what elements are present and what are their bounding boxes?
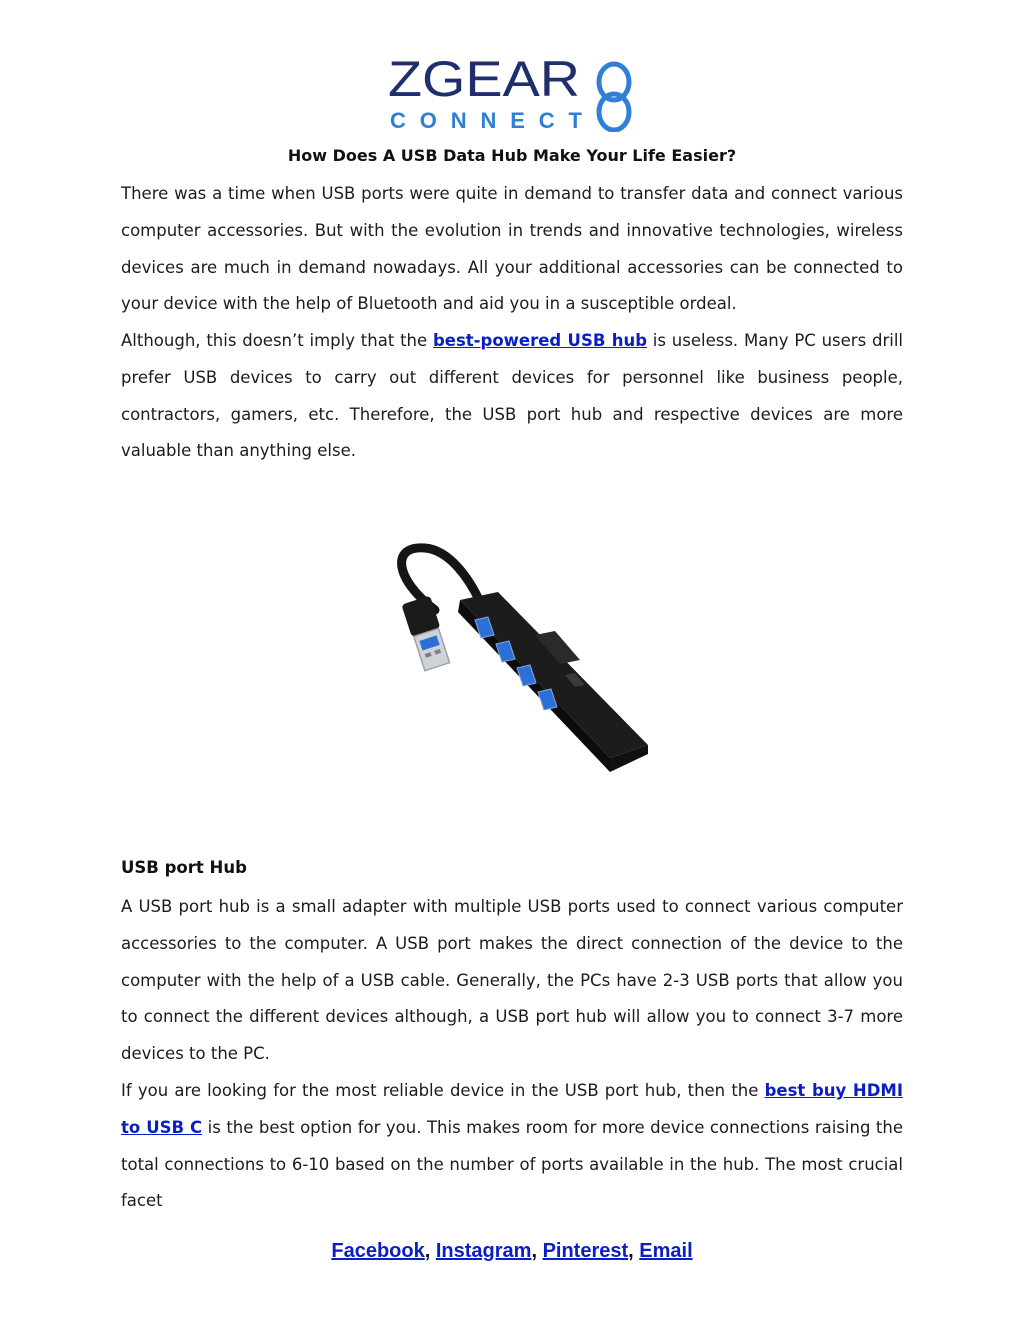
pinterest-link[interactable]: Pinterest <box>542 1240 629 1262</box>
article-title: How Does A USB Data Hub Make Your Life Easier? <box>287 146 737 165</box>
paragraph-intro: There was a time when USB ports were quite in demand to transfer data and connect various computer accessories. But with the evolution in trends and innovative technologies, wireless devices are much in demand nowadays. All your additional accessories can be connected to your device with the help of Bluetooth and aid you in a susceptible ordeal. <box>121 184 903 314</box>
social-footer <box>0 1240 1024 1263</box>
paragraph-text: If you are looking for the most reliable device in the USB port hub, then the <box>121 1081 765 1100</box>
paragraph-text: is the best option for you. This makes room for more device connections raising the total connections to 6-10 based on the number of ports available in the hub. The most crucial facet <box>121 1117 903 1211</box>
zgear-logo-icon <box>386 52 638 132</box>
paragraph-usb-hub <box>121 323 903 470</box>
best-buy-hdmi-link[interactable]: best buy HDMI to USB C <box>121 1081 903 1137</box>
footer-separator: , <box>628 1240 634 1262</box>
instagram-link[interactable]: Instagram <box>435 1240 532 1262</box>
logo-tagline: CONNECT <box>390 108 582 132</box>
paragraph-usb-port-hub: A USB port hub is a small adapter with multiple USB ports used to connect various computer accessories to the computer. A USB port makes the direct connection of the device to the computer with the help of a USB cable. Generally, the PCs have 2-3 USB ports that allow you to connect the different devices although, a USB port hub will allow you to connect 3-7 more devices to the PC. <box>121 897 903 1064</box>
section-heading: USB port Hub <box>121 858 247 877</box>
footer-separator: , <box>424 1240 431 1262</box>
facebook-link[interactable]: Facebook <box>331 1240 425 1262</box>
paragraph-recommendation <box>121 1073 903 1220</box>
email-link[interactable]: Email <box>639 1240 693 1262</box>
footer-separator: , <box>531 1240 537 1262</box>
paragraph-text: Although, this doesn’t imply that the <box>121 331 433 350</box>
usb-hub-image <box>380 540 660 780</box>
logo-wordmark: ZGEAR <box>388 52 580 107</box>
best-powered-usb-hub-link[interactable]: best-powered USB hub <box>432 331 648 350</box>
paragraph-text: is useless. Many PC users drill prefer USB devices to carry out different devices for personnel like business people, contractors, gamers, etc. Therefore, the USB port hub and respective devices are more valuable than anything else. <box>121 331 903 461</box>
